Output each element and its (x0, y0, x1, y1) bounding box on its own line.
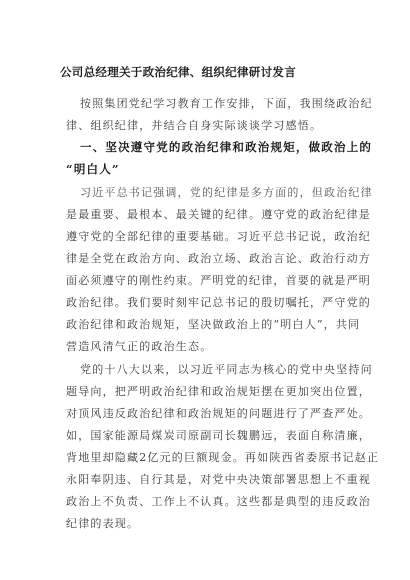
paragraph-line: 律是全党在政治方向、政治立场、政治言论、政治行动方 (66, 252, 371, 265)
paragraph-line: 政治纪律。我们要时刻牢记总书记的殷切嘱托，严守党的 (66, 296, 371, 309)
paragraph-line: 面必须遵守的刚性约束。严明党的纪律，首要的就是严明 (66, 274, 371, 287)
paragraph-line: 纪律的表现。 (66, 517, 140, 530)
paragraph-line: 背地里却隐藏2亿元的巨额现金。再如陕西省委原书记赵正 (66, 451, 380, 464)
intro-line: 按照集团党纪学习教育工作安排，下面，我围绕政治纪 (80, 97, 373, 110)
paragraph-line: 政治纪律和政治规矩，坚决做政治上的“明白人”，共同 (66, 318, 361, 331)
paragraph-line: 永阳奉阴违、自行其是，对党中央决策部署思想上不重视 (66, 473, 371, 486)
section-heading: 一、坚决遵守党的政治纪律和政治规矩，做政治上的 (80, 140, 373, 154)
paragraph-line: 党的十八大以来，以习近平同志为核心的党中央坚持问 (80, 363, 373, 376)
section-heading: “明白人” (66, 162, 120, 176)
intro-line: 律、组织纪律，并结合自身实际谈谈学习感悟。 (66, 119, 323, 132)
document-title: 公司总经理关于政治纪律、组织纪律研讨发言 (60, 65, 296, 79)
paragraph-line: 营造风清气正的政治生态。 (66, 340, 213, 353)
paragraph-line: 题导向，把严明政治纪律和政治规矩摆在更加突出位置， (66, 385, 371, 398)
paragraph-line: 对顶风违反政治纪律和政治规矩的问题进行了严查严处。 (66, 407, 371, 420)
paragraph-line: 如，国家能源局煤炭司原副司长魏鹏远，表面自称清廉， (66, 429, 371, 442)
paragraph-line: 遵守党的全部纪律的重要基础。习近平总书记说，政治纪 (66, 230, 371, 243)
paragraph-line: 政治上不负责、工作上不认真。这些都是典型的违反政治 (66, 495, 371, 508)
paragraph-line: 习近平总书记强调，党的纪律是多方面的，但政治纪律 (80, 186, 373, 199)
paragraph-line: 是最重要、最根本、最关键的纪律。遵守党的政治纪律是 (66, 208, 371, 221)
